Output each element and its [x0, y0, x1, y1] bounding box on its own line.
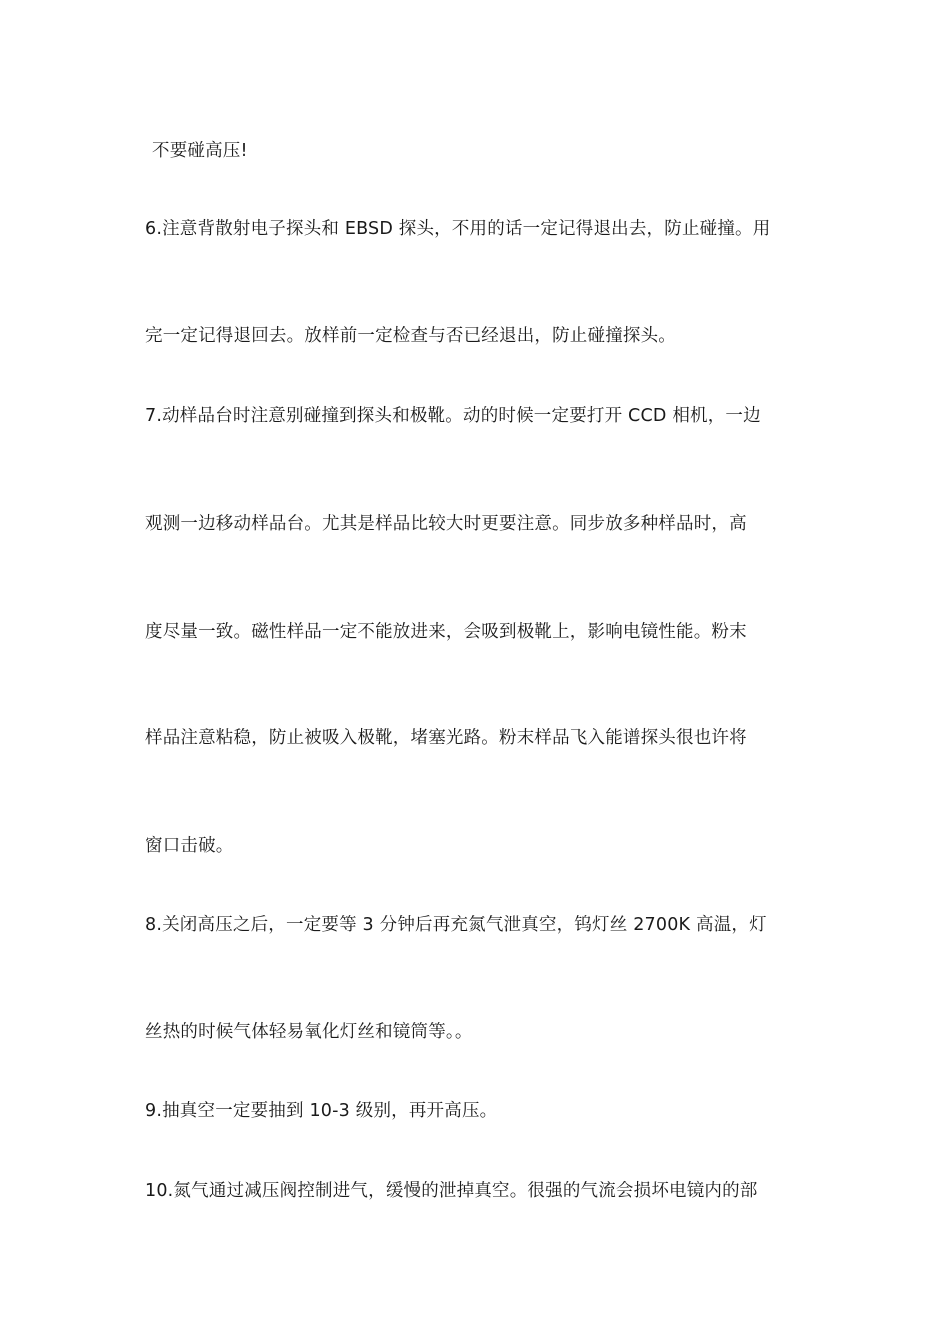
item-7-line-4: 样品注意粘稳，防止被吸入极靴，堵塞光路。粉末样品飞入能谱探头很也许将	[145, 728, 747, 748]
item-7-line-3: 度尽量一致。磁性样品一定不能放进来，会吸到极靴上，影响电镜性能。粉末	[145, 622, 747, 642]
item-9-line-1: 9.抽真空一定要抽到 10-3 级别，再开高压。	[145, 1101, 498, 1121]
item-7-line-1: 7.动样品台时注意别碰撞到探头和极靴。动的时候一定要打开 CCD 相机，一边	[145, 406, 761, 426]
item-6-line-2: 完一定记得退回去。放样前一定检查与否已经退出，防止碰撞探头。	[145, 326, 676, 346]
item-7-line-2: 观测一边移动样品台。尤其是样品比较大时更要注意。同步放多种样品时，高	[145, 514, 747, 534]
item-10-line-1: 10.氮气通过减压阀控制进气，缓慢的泄掉真空。很强的气流会损坏电镜内的部	[145, 1181, 758, 1201]
item-8-line-1: 8.关闭高压之后，一定要等 3 分钟后再充氮气泄真空，钨灯丝 2700K 高温，灯	[145, 915, 767, 935]
item-8-line-2: 丝热的时候气体轻易氧化灯丝和镜筒等。。	[145, 1022, 473, 1042]
text-line: 不要碰高压!	[152, 141, 248, 161]
item-7-line-5: 窗口击破。	[145, 836, 234, 856]
item-6-line-1: 6.注意背散射电子探头和 EBSD 探头，不用的话一定记得退出去，防止碰撞。用	[145, 219, 771, 239]
